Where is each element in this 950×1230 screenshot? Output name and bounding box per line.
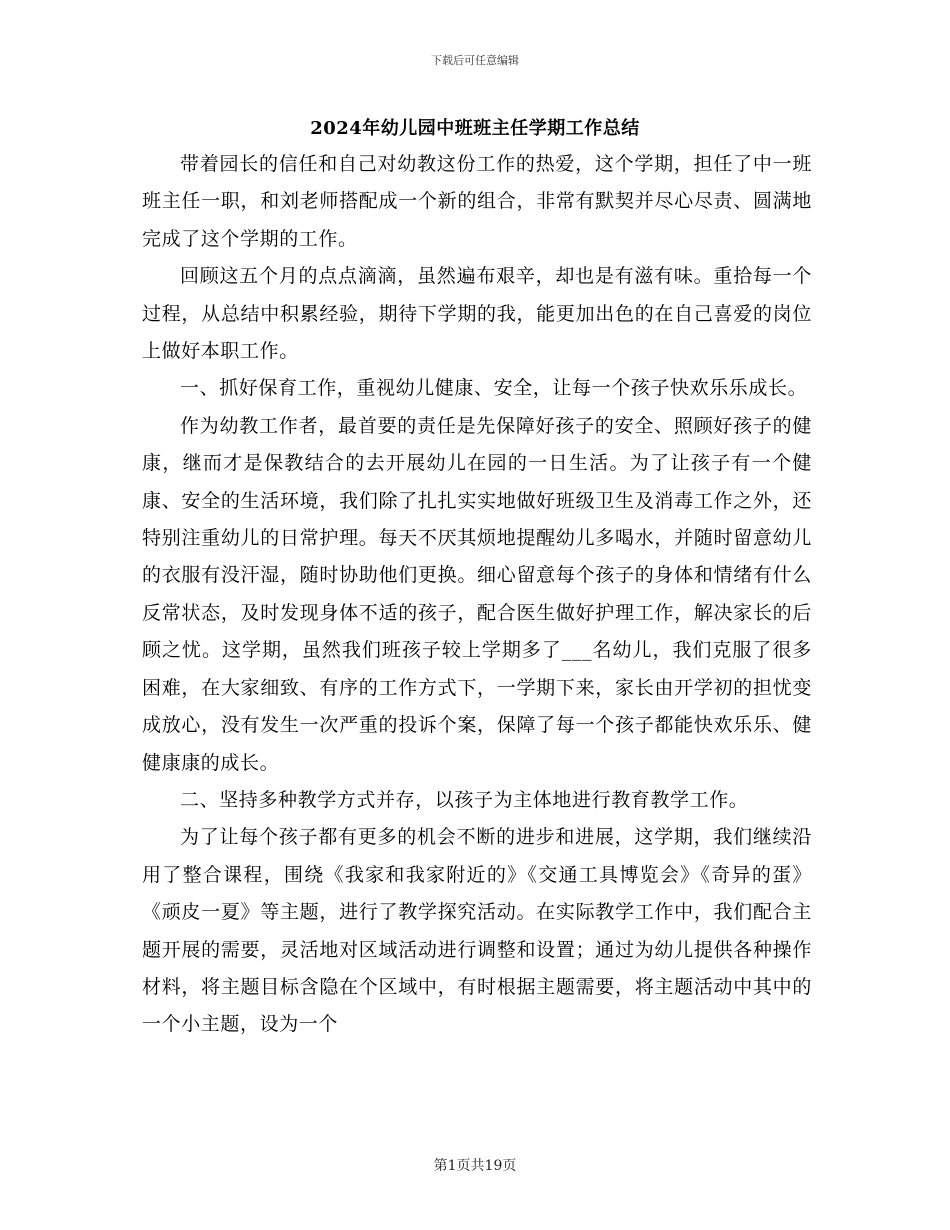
section-heading-teaching: 二、坚持多种教学方式并存，以孩子为主体地进行教育教学工作。: [180, 788, 749, 811]
paragraph-intro: 带着园长的信任和自己对幼教这份工作的热爱，这个学期，担任了中一班班主任一职，和刘老师搭配成一个新的组合，非常有默契并尽心尽责、圆满地完成了这个学期的工作。: [142, 153, 812, 250]
document-title: 2024年幼儿园中班班主任学期工作总结: [310, 118, 640, 139]
paragraph-review: 回顾这五个月的点点滴滴，虽然遍布艰辛，却也是有滋有味。重拾每一个过程，从总结中积累经验，期待下学期的我，能更加出色的在自己喜爱的岗位上做好本职工作。: [142, 265, 812, 363]
paragraph-teaching: 为了让每个孩子都有更多的机会不断的进步和进展，这学期，我们继续沿用了整合课程，围绕《我家和我家附近的》《交通工具博览会》《奇异的蛋》《顽皮一夏》等主题，进行了教学探究活动。在实际教学工作中，我们配合主题开展的需要，灵活地对区域活动进行调整和设置；通过为幼儿提供各种操作材料，将主题目标含隐在个区域中，有时根据主题需要，将主题活动中其中的一个小主题，设为一个: [142, 826, 812, 1036]
document-body: [142, 146, 812, 1044]
paragraph-care: 作为幼教工作者，最首要的责任是先保障好孩子的安全、照顾好孩子的健康，继而才是保教结合的去开展幼儿在园的一日生活。为了让孩子有一个健康、安全的生活环境，我们除了扎扎实实地做好班级卫生及消毒工作之外，还特别注重幼儿的日常护理。每天不厌其烦地提醒幼儿多喝水，并随时留意幼儿的衣服有没汗湿，随时协助他们更换。细心留意每个孩子的身体和情绪有什么反常状态，及时发现身体不适的孩子，配合医生做好护理工作，解决家长的后顾之忧。这学期，虽然我们班孩子较上学期多了___名幼儿，我们克服了很多困难，在大家细致、有序的工作方式下，一学期下来，家长由开学初的担忧变成放心，没有发生一次严重的投诉个案，保障了每一个孩子都能快欢乐乐、健健康康的成长。: [142, 414, 812, 774]
section-heading-care: 一、抓好保育工作，重视幼儿健康、安全，让每一个孩子快欢乐乐成长。: [180, 377, 808, 400]
page-number: 第1页共19页: [433, 1158, 517, 1174]
page-header-note: 下载后可任意编辑: [431, 54, 519, 67]
